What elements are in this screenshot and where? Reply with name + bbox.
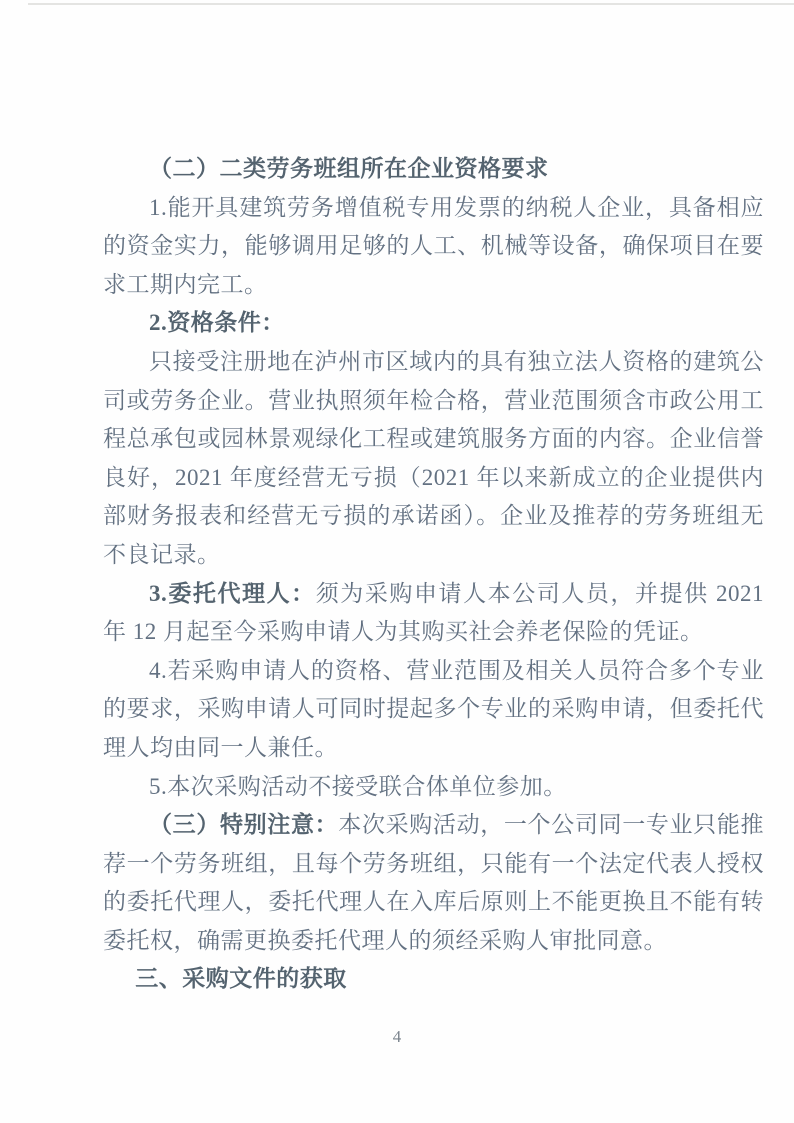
paragraph-item-5: 5.本次采购活动不接受联合体单位参加。 (149, 773, 567, 799)
paragraph-qualification: 只接受注册地在泸州市区域内的具有独立法人资格的建筑公司或劳务企业。营业执照须年检合格，营业范围须含市政公用工程总承包或园林景观绿化工程或建筑服务方面的内容。企业信誉良好，2021 年度经营无亏损（2021 年以来新成立的企业提供内部财务报表和经营无亏损的承诺函）。企业及推荐的劳务班组无不良记录。 (103, 348, 764, 567)
paragraph-item-4: 4.若采购申请人的资格、营业范围及相关人员符合多个专业的要求，采购申请人可同时提起多个专业的采购申请，但委托代理人均由同一人兼任。 (103, 657, 764, 760)
paragraph-special-note (103, 806, 764, 960)
paragraph-item-1: 1.能开具建筑劳务增值税专用发票的纳税人企业，具备相应的资金实力，能够调用足够的人工、机械等设备，确保项目在要求工期内完工。 (103, 194, 764, 297)
paragraph-agent (103, 575, 764, 652)
agent-lead-label: 3.委托代理人： (149, 580, 316, 606)
heading-section-2: （二）二类劳务班组所在企业资格要求 (149, 156, 549, 181)
special-note-lead-label: （三）特别注意： (149, 812, 339, 838)
scan-artifact-line (28, 3, 794, 5)
heading-qualification: 2.资格条件： (149, 310, 285, 336)
agent-text: 须为采购申请人本公司人员，并提供 2021 年 12 月起至今采购申请人为其购买社会养老保险的凭证。 (103, 580, 764, 645)
heading-section-3: 三、采购文件的获取 (135, 966, 347, 992)
special-note-text: 本次采购活动，一个公司同一专业只能推荐一个劳务班组，且每个劳务班组，只能有一个法定代表人授权的委托代理人，委托代理人在入库后原则上不能更换且不能有转委托权，确需更换委托代理人的须经采购人审批同意。 (103, 812, 765, 953)
page-number: 4 (392, 1027, 402, 1046)
document-content (103, 150, 764, 999)
